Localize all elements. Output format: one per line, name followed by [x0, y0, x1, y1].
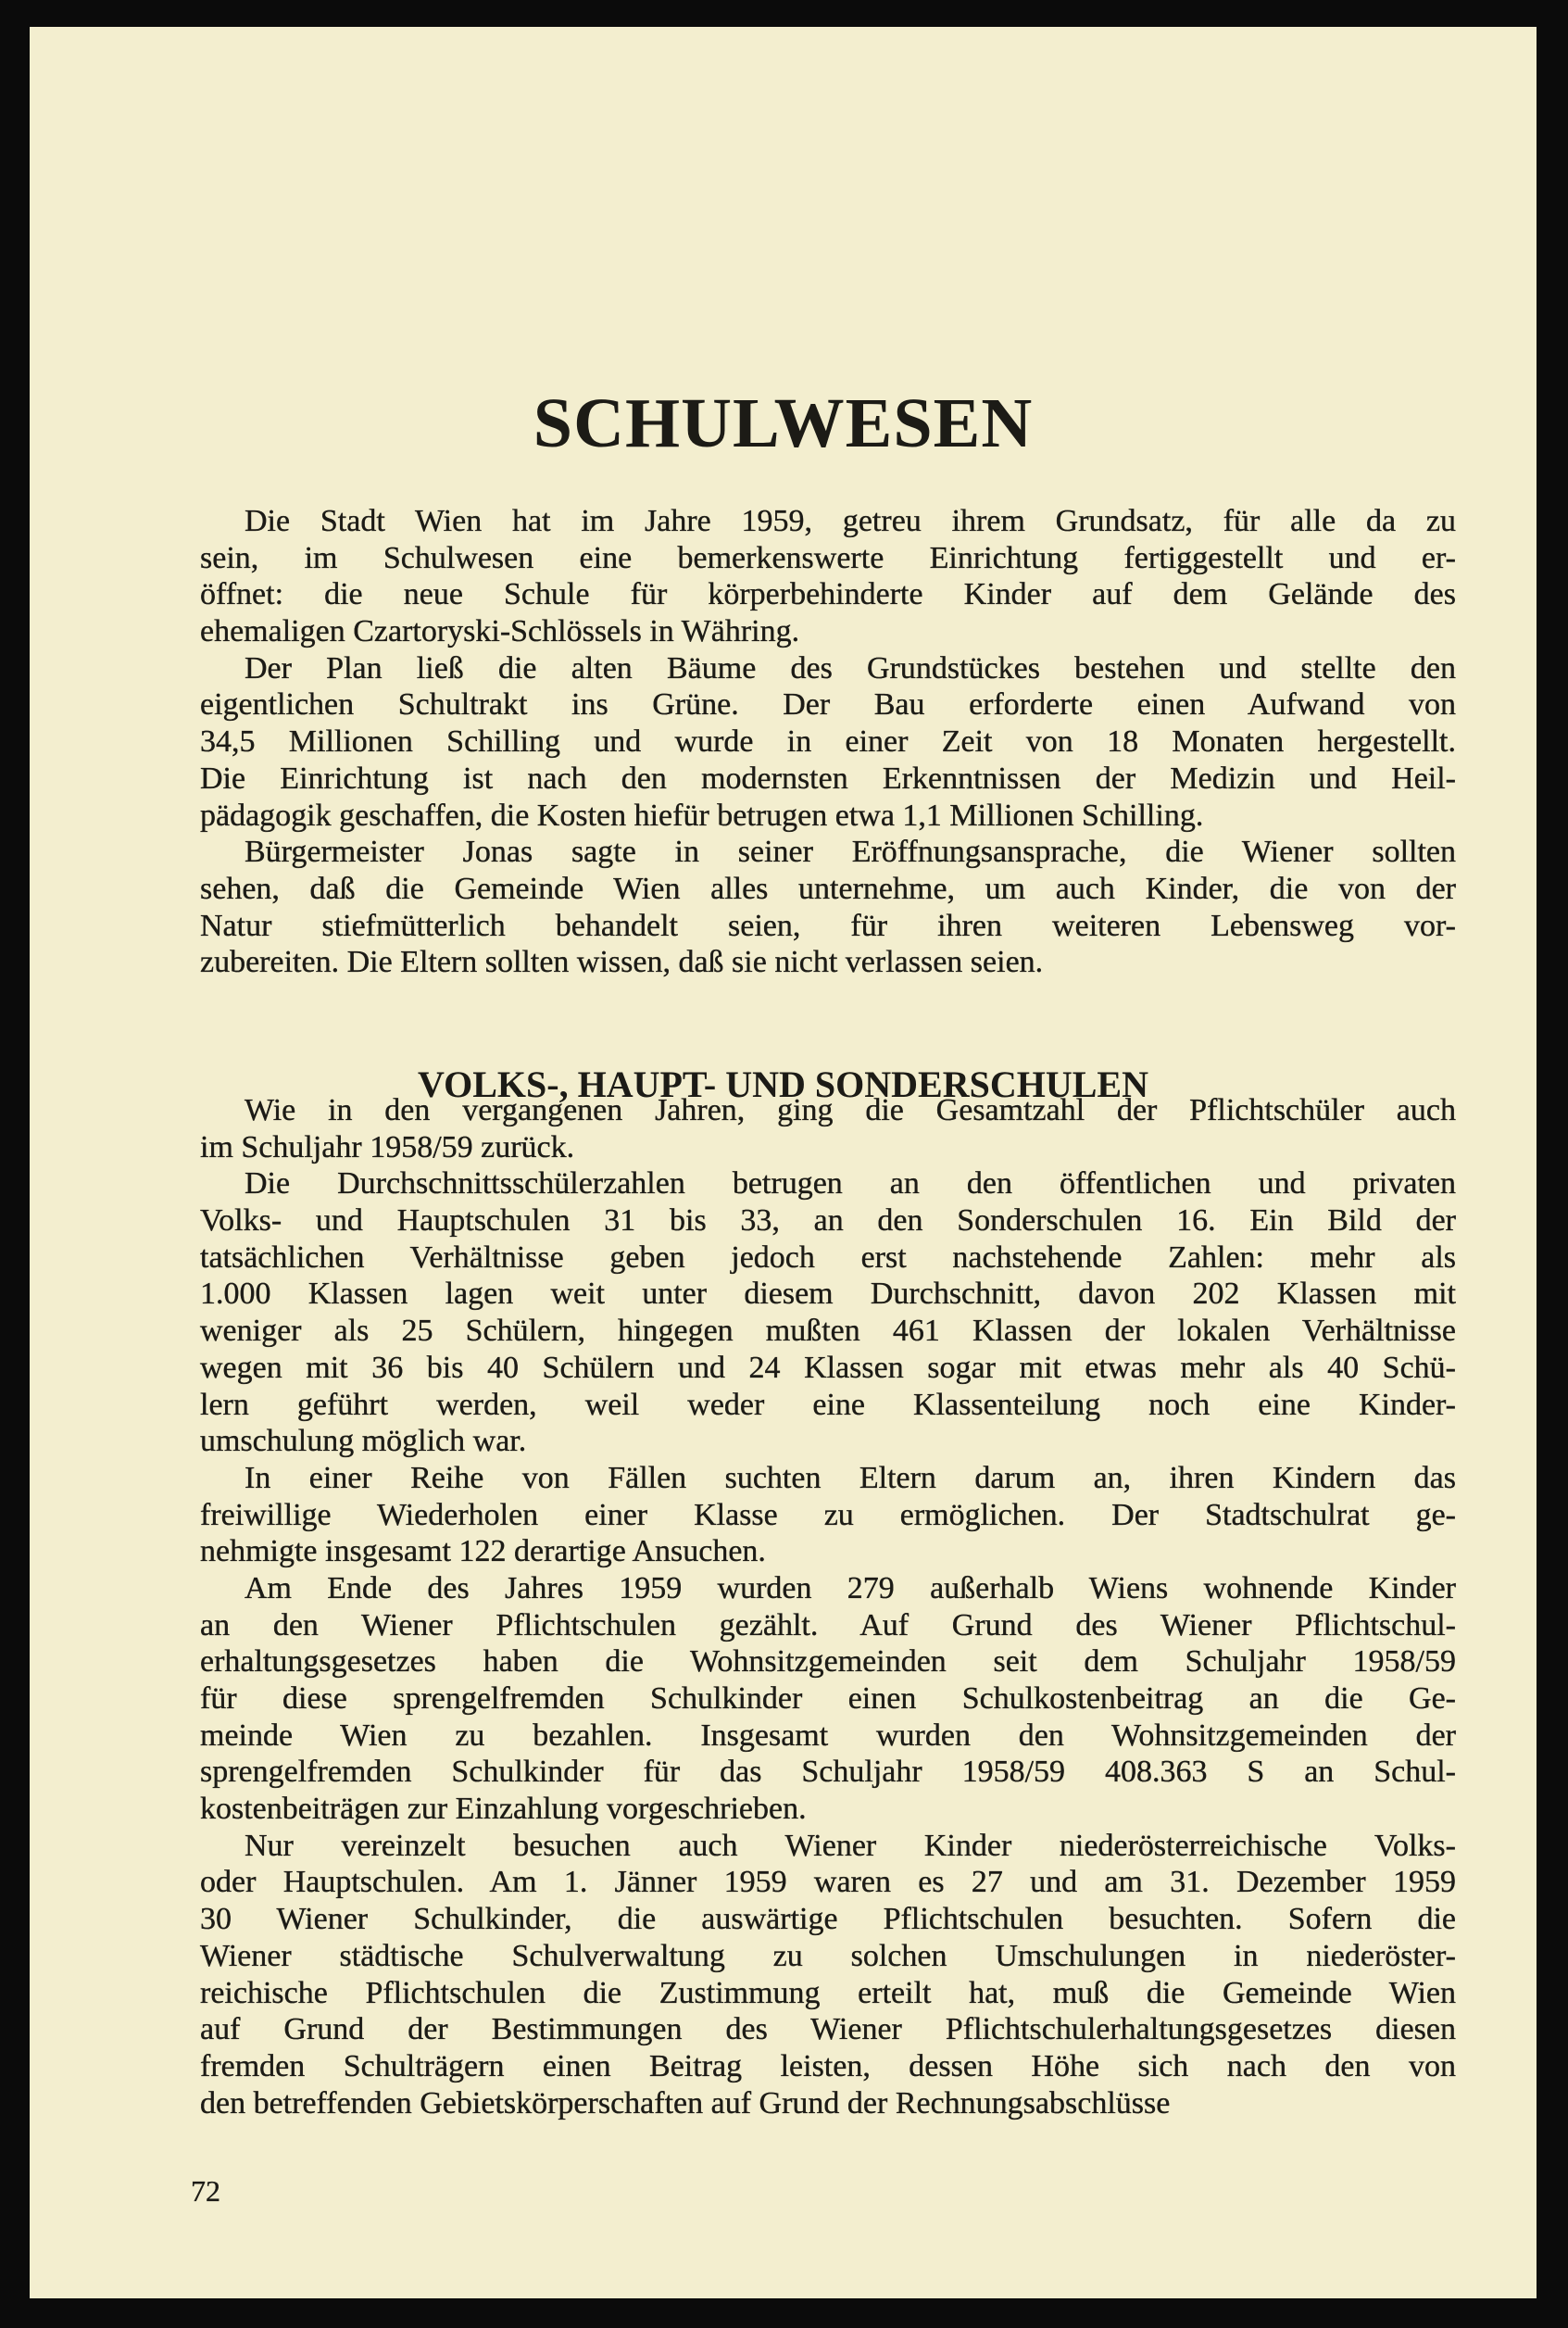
text-line: Die Stadt Wien hat im Jahre 1959, getreu ihrem Grundsatz, für alle da zu: [245, 504, 1456, 538]
paragraph: [200, 1092, 1456, 1165]
text-line: oder Hauptschulen. Am 1. Jänner 1959 waren es 27 und am 31. Dezember 1959: [200, 1865, 1456, 1900]
text-line: Die Durchschnittsschülerzahlen betrugen an den öffentlichen und privaten: [245, 1166, 1456, 1202]
text-line: lern geführt werden, weil weder eine Klassenteilung noch eine Kinder-: [200, 1387, 1456, 1422]
text-line: wegen mit 36 bis 40 Schülern und 24 Klassen sogar mit etwas mehr als 40 Schü-: [200, 1350, 1456, 1385]
paragraph: [200, 1828, 1456, 2122]
text-line: meinde Wien zu bezahlen. Insgesamt wurden den Wohnsitzgemeinden der: [200, 1718, 1456, 1753]
text-line: Bürgermeister Jonas sagte in seiner Eröffnungsansprache, die Wiener sollten: [245, 835, 1456, 870]
text-line: kostenbeiträgen zur Einzahlung vorgeschrieben.: [200, 1792, 807, 1827]
text-line: für diese sprengelfremden Schulkinder einen Schulkostenbeitrag an die Ge-: [200, 1681, 1456, 1716]
intro-text: [200, 503, 1456, 981]
text-line: sein, im Schulwesen eine bemerkenswerte Einrichtung fertiggestellt und er-: [200, 540, 1456, 575]
paragraph: [200, 1570, 1456, 1828]
section-text: [200, 1092, 1456, 2121]
text-line: 34,5 Millionen Schilling und wurde in einer Zeit von 18 Monaten hergestellt.: [200, 724, 1456, 760]
text-line: Die Einrichtung ist nach den modernsten Erkenntnissen der Medizin und Heil-: [200, 761, 1456, 796]
text-line: im Schuljahr 1958/59 zurück.: [200, 1129, 575, 1164]
text-line: Volks- und Hauptschulen 31 bis 33, an den Sonderschulen 16. Ein Bild der: [200, 1203, 1456, 1239]
paragraph: [200, 1460, 1456, 1570]
text-line: Nur vereinzelt besuchen auch Wiener Kinder niederösterreichische Volks-: [245, 1828, 1456, 1863]
text-line: In einer Reihe von Fällen suchten Eltern darum an, ihren Kindern das: [245, 1460, 1456, 1495]
text-line: öffnet: die neue Schule für körperbehinderte Kinder auf dem Gelände des: [200, 577, 1456, 612]
page-number: 72: [191, 2174, 220, 2208]
text-line: freiwillige Wiederholen einer Klasse zu ermöglichen. Der Stadtschulrat ge-: [200, 1497, 1456, 1532]
text-line: den betreffenden Gebietskörperschaften auf Grund der Rechnungsabschlüsse: [200, 2085, 1171, 2120]
text-line: Wie in den vergangenen Jahren, ging die Gesamtzahl der Pflichtschüler auch: [245, 1093, 1456, 1127]
paragraph: [200, 650, 1456, 834]
page-title: SCHULWESEN: [533, 384, 1034, 462]
text-line: weniger als 25 Schülern, hingegen mußten 461 Klassen der lokalen Verhältnisse: [200, 1314, 1456, 1349]
section-heading: VOLKS-, HAUPT- UND SONDERSCHULEN: [418, 1063, 1148, 1105]
text-line: eigentlichen Schultrakt ins Grüne. Der Bau erforderte einen Aufwand von: [200, 687, 1456, 723]
text-line: sprengelfremden Schulkinder für das Schuljahr 1958/59 408.363 S an Schul-: [200, 1755, 1456, 1790]
paragraph: [200, 834, 1456, 981]
text-line: tatsächlichen Verhältnisse geben jedoch erst nachstehende Zahlen: mehr als: [200, 1240, 1456, 1275]
text-line: Natur stiefmütterlich behandelt seien, für ihren weiteren Lebensweg vor-: [200, 908, 1456, 943]
text-line: erhaltungsgesetzes haben die Wohnsitzgemeinden seit dem Schuljahr 1958/59: [200, 1644, 1456, 1680]
text-line: auf Grund der Bestimmungen des Wiener Pflichtschulerhaltungsgesetzes diesen: [200, 2012, 1456, 2047]
text-line: Wiener städtische Schulverwaltung zu solchen Umschulungen in niederöster-: [200, 1938, 1456, 1973]
text-line: 30 Wiener Schulkinder, die auswärtige Pflichtschulen besuchten. Sofern die: [200, 1902, 1456, 1937]
text-line: Am Ende des Jahres 1959 wurden 279 außerhalb Wiens wohnende Kinder: [245, 1570, 1456, 1605]
text-line: sehen, daß die Gemeinde Wien alles unternehme, um auch Kinder, die von der: [200, 871, 1456, 906]
text-line: nehmigte insgesamt 122 derartige Ansuchen.: [200, 1534, 766, 1569]
text-line: fremden Schulträgern einen Beitrag leisten, dessen Höhe sich nach den von: [200, 2048, 1456, 2083]
text-line: pädagogik geschaffen, die Kosten hiefür betrugen etwa 1,1 Millionen Schilling.: [200, 798, 1204, 833]
text-line: zubereiten. Die Eltern sollten wissen, daß sie nicht verlassen seien.: [200, 945, 1044, 980]
text-line: reichische Pflichtschulen die Zustimmung erteilt hat, muß die Gemeinde Wien: [200, 1975, 1456, 2010]
text-line: an den Wiener Pflichtschulen gezählt. Auf Grund des Wiener Pflichtschul-: [200, 1607, 1456, 1642]
text-line: umschulung möglich war.: [200, 1424, 527, 1459]
text-line: ehemaligen Czartoryski-Schlössels in Währing.: [200, 614, 800, 649]
text-line: 1.000 Klassen lagen weit unter diesem Durchschnitt, davon 202 Klassen mit: [200, 1277, 1456, 1312]
text-line: Der Plan ließ die alten Bäume des Grundstückes bestehen und stellte den: [245, 650, 1456, 686]
paragraph: [200, 1165, 1456, 1460]
paragraph: [200, 503, 1456, 650]
document-page: [30, 27, 1537, 2298]
